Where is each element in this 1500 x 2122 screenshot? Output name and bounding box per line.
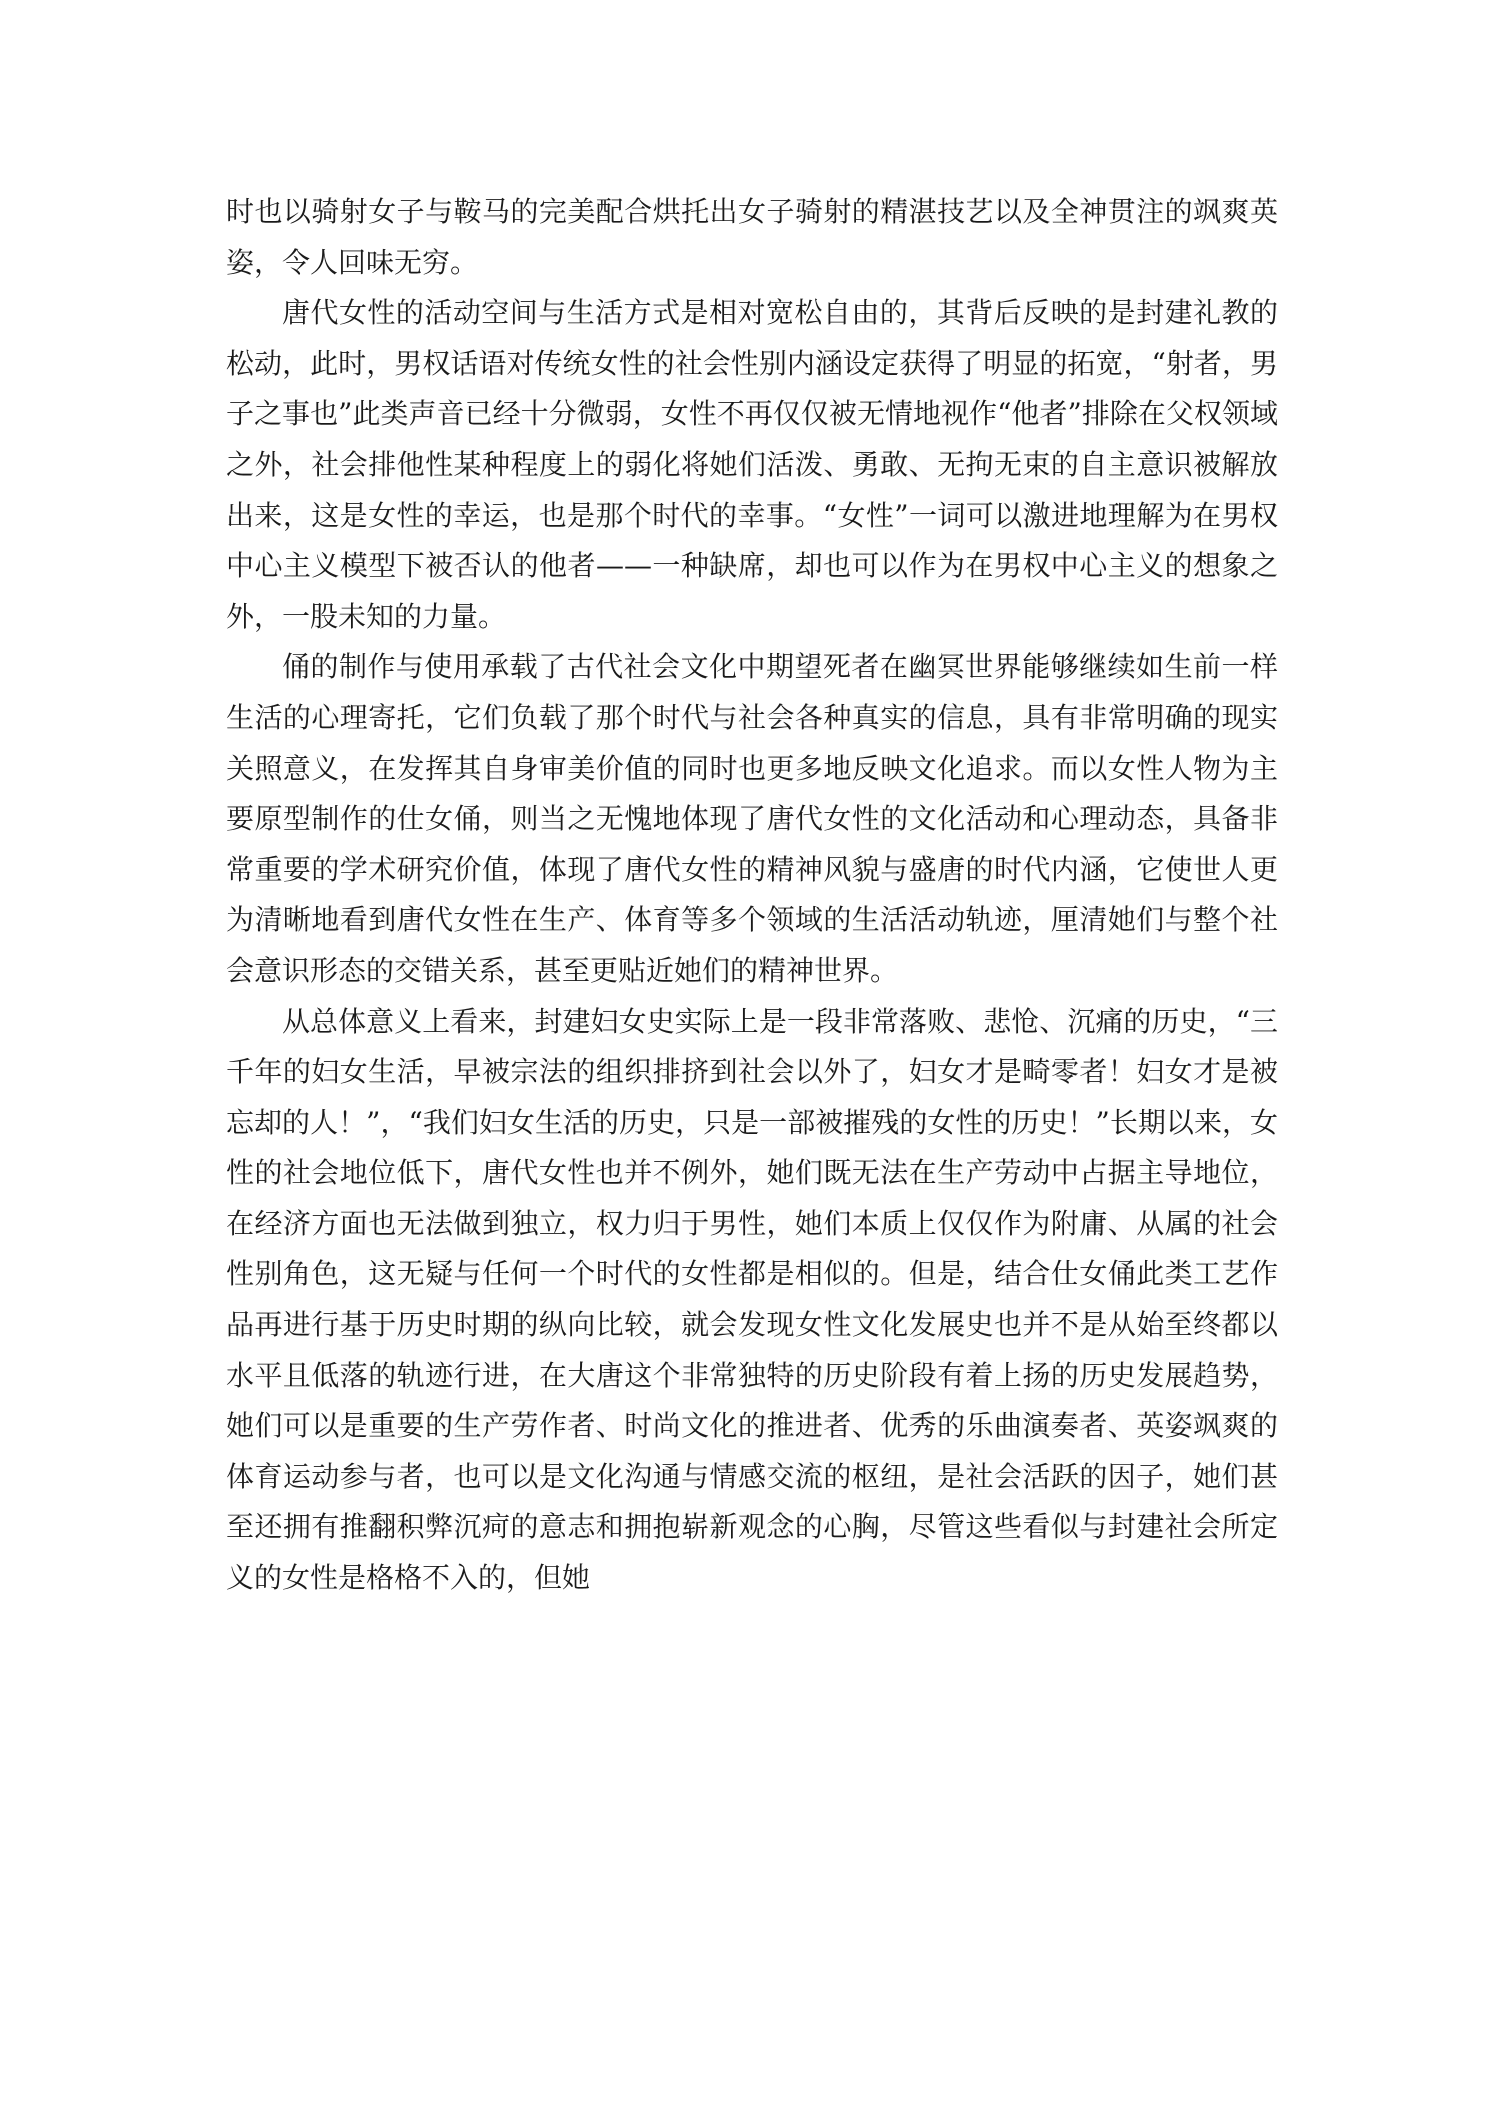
paragraph-1: 时也以骑射女子与鞍马的完美配合烘托出女子骑射的精湛技艺以及全神贯注的飒爽英姿，令人回味无穷。 [226, 195, 1278, 279]
document-body [226, 187, 1278, 1604]
paragraph-4: 从总体意义上看来，封建妇女史实际上是一段非常落败、悲怆、沉痛的历史，“三千年的妇女生活，早被宗法的组织排挤到社会以外了，妇女才是畸零者！妇女才是被忘却的人！”，“我们妇女生活的历史，只是一部被摧残的女性的历史！”长期以来，女性的社会地位低下，唐代女性也并不例外，她们既无法在生产劳动中占据主导地位，在经济方面也无法做到独立，权力归于男性，她们本质上仅仅作为附庸、从属的社会性别角色，这无疑与任何一个时代的女性都是相似的。但是，结合仕女俑此类工艺作品再进行基于历史时期的纵向比较，就会发现女性文化发展史也并不是从始至终都以水平且低落的轨迹行进，在大唐这个非常独特的历史阶段有着上扬的历史发展趋势，她们可以是重要的生产劳作者、时尚文化的推进者、优秀的乐曲演奏者、英姿飒爽的体育运动参与者，也可以是文化沟通与情感交流的枢纽，是社会活跃的因子，她们甚至还拥有推翻积弊沉疴的意志和拥抱崭新观念的心胸，尽管这些看似与封建社会所定义的女性是格格不入的，但她 [226, 1004, 1278, 1595]
paragraph-3: 俑的制作与使用承载了古代社会文化中期望死者在幽冥世界能够继续如生前一样生活的心理寄托，它们负载了那个时代与社会各种真实的信息，具有非常明确的现实关照意义，在发挥其自身审美价值的同时也更多地反映文化追求。而以女性人物为主要原型制作的仕女俑，则当之无愧地体现了唐代女性的文化活动和心理动态，具备非常重要的学术研究价值，体现了唐代女性的精神风貌与盛唐的时代内涵，它使世人更为清晰地看到唐代女性在生产、体育等多个领域的生活活动轨迹，厘清她们与整个社会意识形态的交错关系，甚至更贴近她们的精神世界。 [226, 650, 1278, 987]
paragraph-2: 唐代女性的活动空间与生活方式是相对宽松自由的，其背后反映的是封建礼教的松动，此时，男权话语对传统女性的社会性别内涵设定获得了明显的拓宽，“射者，男子之事也”此类声音已经十分微弱，女性不再仅仅被无情地视作“他者”排除在父权领域之外，社会排他性某种程度上的弱化将她们活泼、勇敢、无拘无束的自主意识被解放出来，这是女性的幸运，也是那个时代的幸事。“女性”一词可以激进地理解为在男权中心主义模型下被否认的他者——一种缺席，却也可以作为在男权中心主义的想象之外，一股未知的力量。 [226, 296, 1278, 633]
